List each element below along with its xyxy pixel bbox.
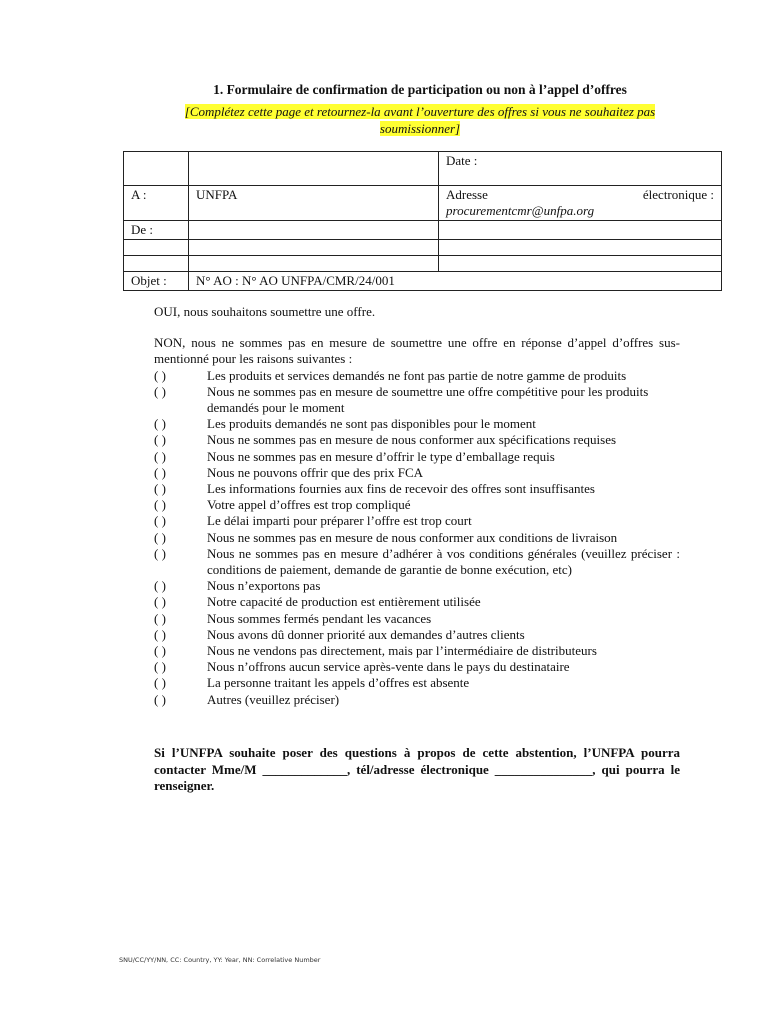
reason-checkbox[interactable]: ( ) bbox=[154, 481, 166, 497]
reason-item bbox=[154, 481, 680, 497]
reason-checkbox[interactable]: ( ) bbox=[154, 383, 166, 399]
reason-text: Nous n’exportons pas bbox=[207, 578, 321, 594]
reason-text: Nous ne pouvons offrir que des prix FCA bbox=[207, 464, 424, 480]
reason-checkbox[interactable]: ( ) bbox=[154, 545, 166, 561]
reason-item bbox=[154, 465, 680, 481]
reason-item bbox=[154, 530, 680, 546]
reason-item bbox=[154, 643, 680, 659]
non-option[interactable]: NON, nous ne sommes pas en mesure de soumettre une offre en réponse d’appel d’offres sus-mentionné pour les raisons suivantes : bbox=[154, 335, 680, 367]
cell-empty[interactable] bbox=[439, 256, 722, 272]
reason-checkbox[interactable]: ( ) bbox=[154, 513, 166, 529]
reason-checkbox[interactable]: ( ) bbox=[154, 626, 166, 642]
a-value: UNFPA bbox=[189, 186, 439, 221]
footer-note: SNU/CC/YY/NN, CC: Country, YY: Year, NN: Correlative Number bbox=[119, 956, 321, 964]
cell-empty[interactable] bbox=[189, 240, 439, 256]
reason-checkbox[interactable]: ( ) bbox=[154, 610, 166, 626]
reason-item bbox=[154, 594, 680, 610]
reason-item bbox=[154, 627, 680, 643]
reason-item bbox=[154, 611, 680, 627]
email-label-2: électronique : bbox=[642, 187, 714, 202]
reason-text: Notre capacité de production est entièrement utilisée bbox=[207, 594, 481, 610]
reason-text: Nous n’offrons aucun service après-vente dans le pays du destinataire bbox=[207, 659, 570, 675]
cell-empty[interactable] bbox=[439, 221, 722, 240]
reason-item bbox=[154, 416, 680, 432]
a-label: A : bbox=[124, 186, 189, 221]
reason-checkbox[interactable]: ( ) bbox=[154, 432, 166, 448]
date-label: Date : bbox=[446, 153, 478, 168]
reason-checkbox[interactable]: ( ) bbox=[154, 464, 166, 480]
objet-value: N° AO : N° AO UNFPA/CMR/24/001 bbox=[189, 272, 722, 291]
reason-text: Nous avons dû donner priorité aux demandes d’autres clients bbox=[207, 626, 525, 642]
reason-item bbox=[154, 675, 680, 691]
reason-checkbox[interactable]: ( ) bbox=[154, 497, 166, 513]
reason-checkbox[interactable]: ( ) bbox=[154, 448, 166, 464]
reason-item bbox=[154, 449, 680, 465]
cell-empty[interactable] bbox=[439, 240, 722, 256]
reason-item bbox=[154, 384, 680, 416]
reason-item bbox=[154, 578, 680, 594]
reason-item bbox=[154, 546, 680, 578]
de-value-cell[interactable] bbox=[189, 221, 439, 240]
reason-text: Autres (veuillez préciser) bbox=[207, 691, 340, 707]
reason-checkbox[interactable]: ( ) bbox=[154, 659, 166, 675]
reason-item bbox=[154, 432, 680, 448]
reason-text: Nous ne sommes pas en mesure de nous conformer aux spécifications requises bbox=[207, 432, 617, 448]
reason-checkbox[interactable]: ( ) bbox=[154, 594, 166, 610]
instruction-highlight: [Complétez cette page et retournez-la avant l’ouverture des offres si vous ne souhaitez pas soumissionner] bbox=[184, 104, 656, 136]
reason-item bbox=[154, 368, 680, 384]
oui-option[interactable]: OUI, nous souhaitons soumettre une offre. bbox=[154, 304, 376, 319]
reason-text: Nous ne sommes pas en mesure de nous conformer aux conditions de livraison bbox=[207, 529, 618, 545]
email-cell bbox=[439, 186, 722, 221]
reason-checkbox[interactable]: ( ) bbox=[154, 691, 166, 707]
reason-text: Votre appel d’offres est trop compliqué bbox=[207, 497, 411, 513]
reason-text: Le délai imparti pour préparer l’offre est trop court bbox=[207, 513, 472, 529]
reason-checkbox[interactable]: ( ) bbox=[154, 643, 166, 659]
email-value: procurementcmr@unfpa.org bbox=[446, 203, 595, 218]
reason-checkbox[interactable]: ( ) bbox=[154, 675, 166, 691]
reason-text: Nous ne sommes pas en mesure de soumettre une offre compétitive pour les produits demandés pour le moment bbox=[207, 383, 649, 416]
reason-checkbox[interactable]: ( ) bbox=[154, 416, 166, 432]
de-label: De : bbox=[124, 221, 189, 240]
reason-text: Les produits demandés ne sont pas disponibles pour le moment bbox=[207, 416, 536, 432]
reason-text: Nous ne sommes pas en mesure d’adhérer à vos conditions générales (veuillez préciser : conditions de paiement, demande de garantie de bonne exécution, etc) bbox=[207, 545, 680, 578]
reasons-list bbox=[154, 368, 680, 708]
reason-text: Nous ne vendons pas directement, mais par l’intermédiaire de distributeurs bbox=[207, 643, 597, 659]
cell-empty bbox=[124, 152, 189, 186]
closing-paragraph: Si l’UNFPA souhaite poser des questions à propos de cette abstention, l’UNFPA pourra contacter Mme/M _____________, tél/adresse électronique _______________, qui pourra le renseigner. bbox=[154, 745, 680, 793]
cell-empty bbox=[124, 256, 189, 272]
response-section bbox=[154, 304, 680, 708]
objet-label: Objet : bbox=[124, 272, 189, 291]
instruction-note bbox=[160, 103, 680, 137]
reason-item bbox=[154, 659, 680, 675]
reason-text: Les produits et services demandés ne font pas partie de notre gamme de produits bbox=[207, 367, 627, 383]
cell-empty bbox=[124, 240, 189, 256]
reason-text: La personne traitant les appels d’offres est absente bbox=[207, 675, 470, 691]
reason-item bbox=[154, 497, 680, 513]
header-table bbox=[123, 151, 722, 291]
reason-checkbox[interactable]: ( ) bbox=[154, 578, 166, 594]
email-label-1: Adresse bbox=[446, 187, 488, 202]
reason-checkbox[interactable]: ( ) bbox=[154, 367, 166, 383]
reason-item bbox=[154, 513, 680, 529]
reason-item bbox=[154, 692, 680, 708]
reason-text: Nous sommes fermés pendant les vacances bbox=[207, 610, 432, 626]
form-title: 1. Formulaire de confirmation de participation ou non à l’appel d’offres bbox=[213, 82, 627, 97]
reason-text: Les informations fournies aux fins de recevoir des offres sont insuffisantes bbox=[207, 481, 595, 497]
cell-empty[interactable] bbox=[189, 256, 439, 272]
date-cell[interactable] bbox=[439, 152, 722, 186]
cell-empty bbox=[189, 152, 439, 186]
reason-checkbox[interactable]: ( ) bbox=[154, 529, 166, 545]
reason-text: Nous ne sommes pas en mesure d’offrir le type d’emballage requis bbox=[207, 448, 555, 464]
